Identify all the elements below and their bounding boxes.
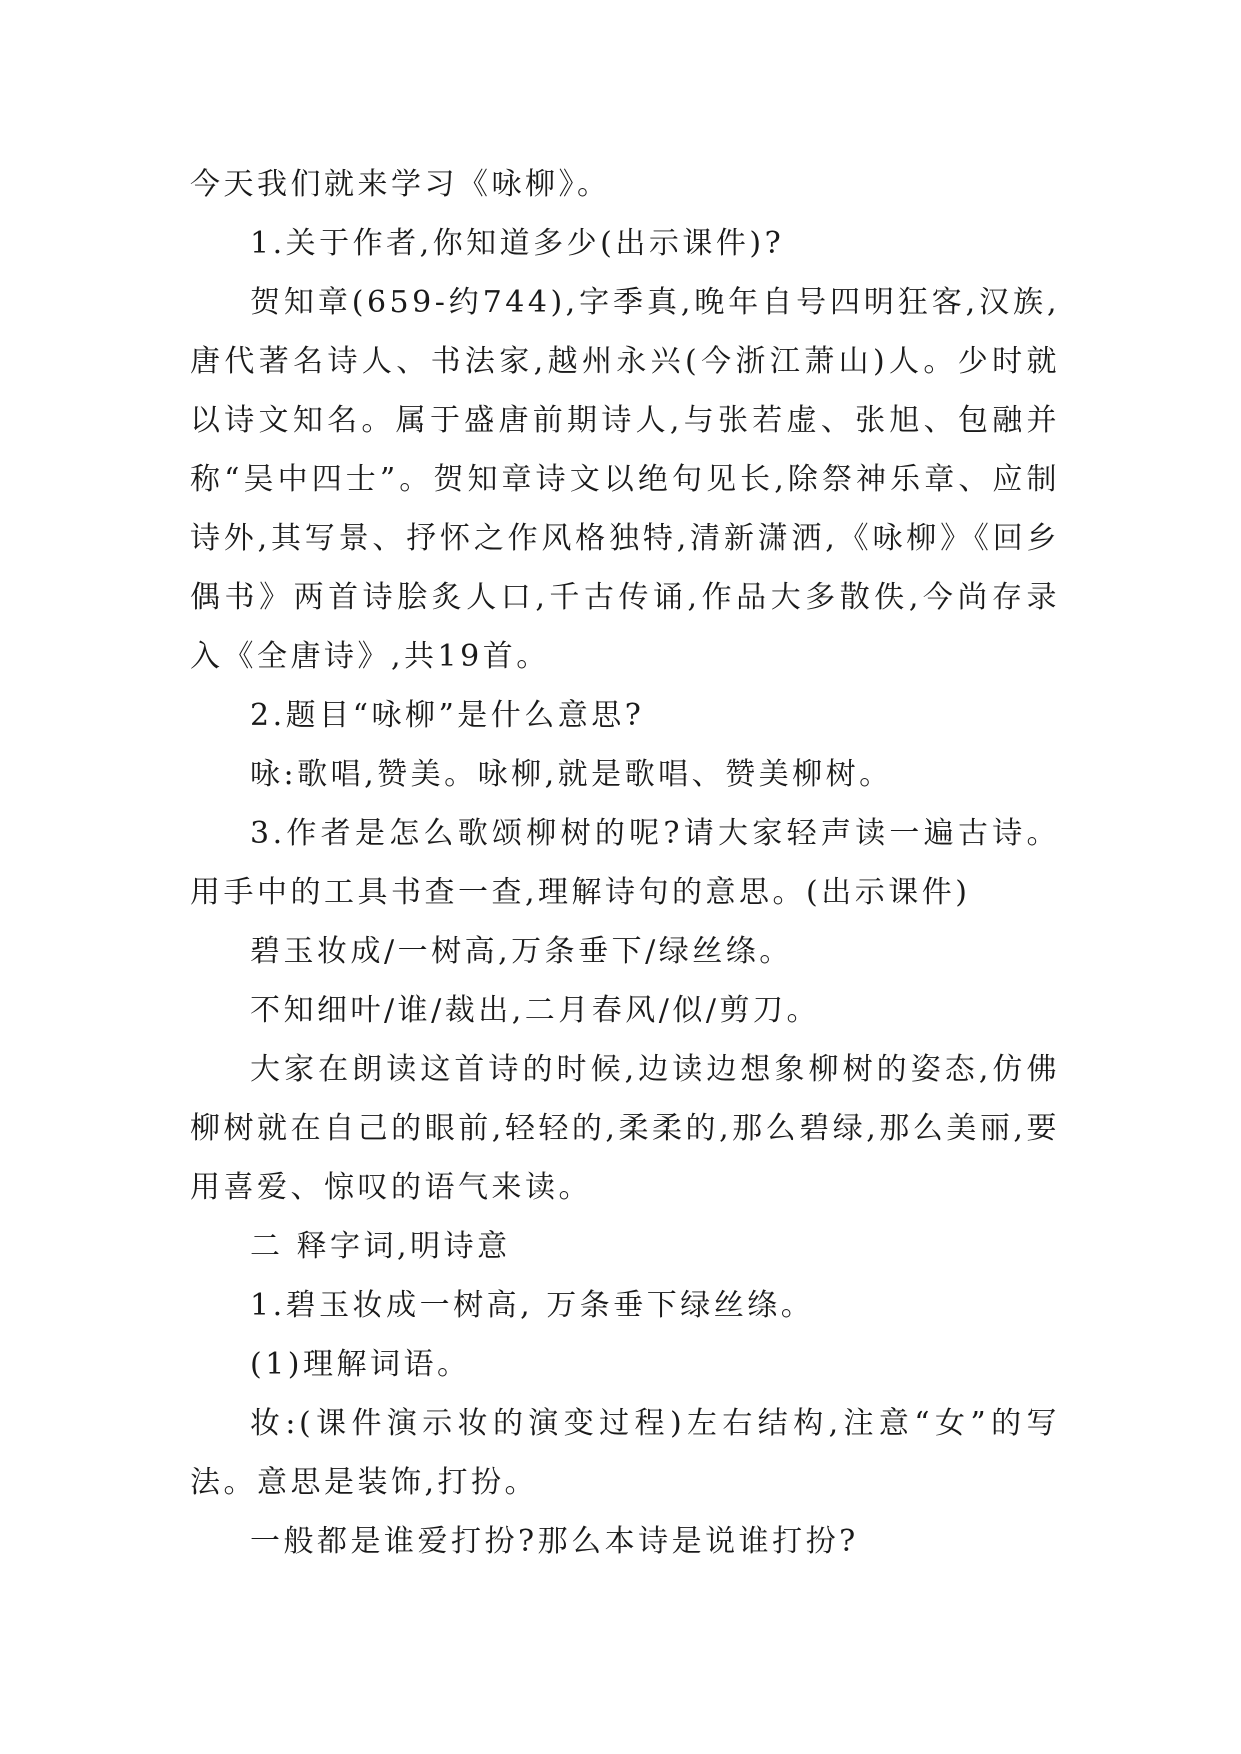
poem-line-1: 碧玉妆成/一树高,万条垂下/绿丝绦。 xyxy=(250,934,793,969)
paragraph-word-zhuang: 妆:(课件演示妆的演变过程)左右结构,注意“女”的写法。意思是装饰,打扮。 xyxy=(190,1406,1060,1500)
paragraph-reading-guide: 大家在朗读这首诗的时候,边读边想象柳树的姿态,仿佛柳树就在自己的眼前,轻轻的,柔柔的,那么碧绿,那么美丽,要用喜爱、惊叹的语气来读。 xyxy=(190,1052,1060,1205)
paragraph-verse-1: 1.碧玉妆成一树高, 万条垂下绿丝绦。 xyxy=(250,1288,815,1323)
paragraph-question-who: 一般都是谁爱打扮?那么本诗是说谁打扮? xyxy=(250,1524,859,1559)
document-body xyxy=(190,155,1060,1571)
paragraph-author-bio: 贺知章(659-约744),字季真,晚年自号四明狂客,汉族,唐代著名诗人、书法家,越州永兴(今浙江萧山)人。少时就以诗文知名。属于盛唐前期诗人,与张若虚、张旭、包融并称“吴中四士”。贺知章诗文以绝句见长,除祭神乐章、应制诗外,其写景、抒怀之作风格独特,清新潇洒,《咏柳》《回乡偶书》两首诗脍炙人口,千古传诵,作品大多散佚,今尚存录入《全唐诗》,共19首。 xyxy=(190,285,1060,674)
section-heading: 二 释字词,明诗意 xyxy=(250,1229,511,1264)
poem-line-2: 不知细叶/谁/裁出,二月春风/似/剪刀。 xyxy=(250,993,820,1028)
paragraph-question-author: 1.关于作者,你知道多少(出示课件)? xyxy=(250,226,785,261)
paragraph-question-title: 2.题目“咏柳”是什么意思? xyxy=(250,698,645,733)
paragraph-understand-words: (1)理解词语。 xyxy=(250,1347,471,1382)
paragraph-intro: 今天我们就来学习《咏柳》。 xyxy=(190,167,611,202)
paragraph-title-meaning: 咏:歌唱,赞美。咏柳,就是歌唱、赞美柳树。 xyxy=(250,757,893,792)
paragraph-question-reading: 3.作者是怎么歌颂柳树的呢?请大家轻声读一遍古诗。用手中的工具书查一查,理解诗句的意思。(出示课件) xyxy=(190,816,1060,910)
